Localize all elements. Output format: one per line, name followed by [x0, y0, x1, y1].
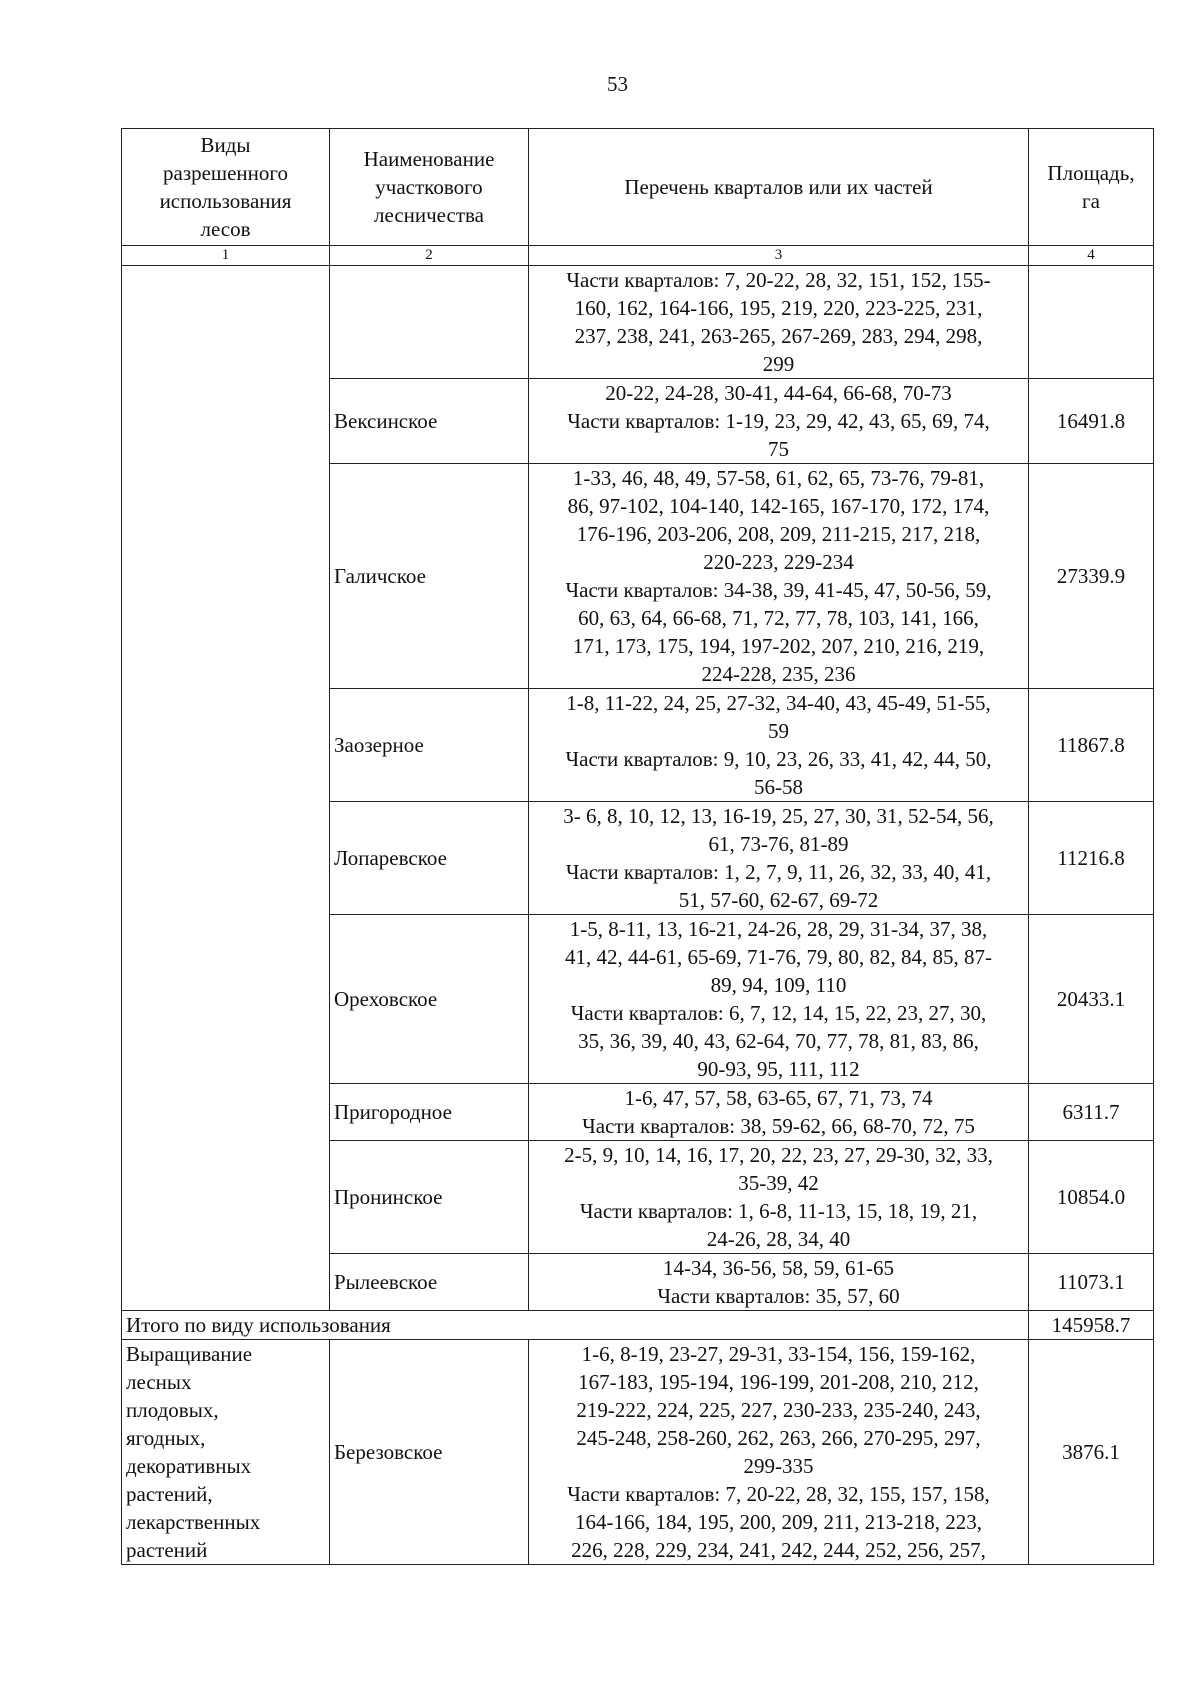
area-value: 11867.8	[1029, 689, 1154, 802]
area-value: 27339.9	[1029, 464, 1154, 689]
quarters-list: 1-6, 47, 57, 58, 63-65, 67, 71, 73, 74 Части кварталов: 38, 59-62, 66, 68-70, 72, 75	[529, 1084, 1029, 1141]
area-value: 16491.8	[1029, 379, 1154, 464]
forestry-name: Березовское	[330, 1340, 529, 1565]
table-row	[122, 1340, 1154, 1565]
table-row	[122, 266, 1154, 379]
forestry-name: Пронинское	[330, 1141, 529, 1254]
area-value	[1029, 266, 1154, 379]
forestry-name: Ореховское	[330, 915, 529, 1084]
table-header-row	[122, 129, 1154, 246]
column-number: 4	[1029, 246, 1154, 266]
total-label: Итого по виду использования	[122, 1311, 1029, 1340]
area-value: 10854.0	[1029, 1141, 1154, 1254]
quarters-list: 1-6, 8-19, 23-27, 29-31, 33-154, 156, 159-162, 167-183, 195-194, 196-199, 201-208, 210, 212, 219-222, 224, 225, 227, 230-233, 235-240, 243, 245-248, 258-260, 262, 263, 266, 270-295, 297, 299-335 Части кварталов: 7, 20-22, 28, 32, 155, 157, 158, 164-166, 184, 195, 200, 209, 211, 213-218, 223, 226, 228, 229, 234, 241, 242, 244, 252, 256, 257,	[529, 1340, 1029, 1565]
quarters-list: 20-22, 24-28, 30-41, 44-64, 66-68, 70-73 Части кварталов: 1-19, 23, 29, 42, 43, 65, 69, 74, 75	[529, 379, 1029, 464]
column-number-row	[122, 246, 1154, 266]
forestry-name: Галичское	[330, 464, 529, 689]
area-value: 3876.1	[1029, 1340, 1154, 1565]
quarters-list: 1-8, 11-22, 24, 25, 27-32, 34-40, 43, 45-49, 51-55, 59 Части кварталов: 9, 10, 23, 26, 33, 41, 42, 44, 50, 56-58	[529, 689, 1029, 802]
quarters-list: Части кварталов: 7, 20-22, 28, 32, 151, 152, 155- 160, 162, 164-166, 195, 219, 220, 223-225, 231, 237, 238, 241, 263-265, 267-269, 283, 294, 298, 299	[529, 266, 1029, 379]
use-kind-cell	[122, 266, 330, 1311]
forestry-name	[330, 266, 529, 379]
total-row	[122, 1311, 1154, 1340]
area-value: 6311.7	[1029, 1084, 1154, 1141]
area-value: 11073.1	[1029, 1254, 1154, 1311]
area-value: 11216.8	[1029, 802, 1154, 915]
header-col-forestry: Наименование участкового лесничества	[330, 129, 529, 246]
total-value: 145958.7	[1029, 1311, 1154, 1340]
quarters-list: 2-5, 9, 10, 14, 16, 17, 20, 22, 23, 27, 29-30, 32, 33, 35-39, 42 Части кварталов: 1, 6-8, 11-13, 15, 18, 19, 21, 24-26, 28, 34, 40	[529, 1141, 1029, 1254]
area-value: 20433.1	[1029, 915, 1154, 1084]
use-kind-cell: Выращивание лесных плодовых, ягодных, декоративных растений, лекарственных растений	[122, 1340, 330, 1565]
forest-use-table	[121, 128, 1154, 1565]
quarters-list: 14-34, 36-56, 58, 59, 61-65 Части кварталов: 35, 57, 60	[529, 1254, 1029, 1311]
header-col-area: Площадь, га	[1029, 129, 1154, 246]
column-number: 1	[122, 246, 330, 266]
column-number: 3	[529, 246, 1029, 266]
forestry-name: Лопаревское	[330, 802, 529, 915]
header-col-kind: Виды разрешенного использования лесов	[122, 129, 330, 246]
quarters-list: 1-33, 46, 48, 49, 57-58, 61, 62, 65, 73-76, 79-81, 86, 97-102, 104-140, 142-165, 167-170, 172, 174, 176-196, 203-206, 208, 209, 211-215, 217, 218, 220-223, 229-234 Части кварталов: 34-38, 39, 41-45, 47, 50-56, 59, 60, 63, 64, 66-68, 71, 72, 77, 78, 103, 141, 166, 171, 173, 175, 194, 197-202, 207, 210, 216, 219, 224-228, 235, 236	[529, 464, 1029, 689]
quarters-list: 3- 6, 8, 10, 12, 13, 16-19, 25, 27, 30, 31, 52-54, 56, 61, 73-76, 81-89 Части кварталов: 1, 2, 7, 9, 11, 26, 32, 33, 40, 41, 51, 57-60, 62-67, 69-72	[529, 802, 1029, 915]
forestry-name: Пригородное	[330, 1084, 529, 1141]
column-number: 2	[330, 246, 529, 266]
header-col-quarters: Перечень кварталов или их частей	[529, 129, 1029, 246]
forestry-name: Заозерное	[330, 689, 529, 802]
page-number: 53	[607, 72, 628, 96]
forestry-name: Рылеевское	[330, 1254, 529, 1311]
forestry-name: Вексинское	[330, 379, 529, 464]
quarters-list: 1-5, 8-11, 13, 16-21, 24-26, 28, 29, 31-34, 37, 38, 41, 42, 44-61, 65-69, 71-76, 79, 80, 82, 84, 85, 87- 89, 94, 109, 110 Части кварталов: 6, 7, 12, 14, 15, 22, 23, 27, 30, 35, 36, 39, 40, 43, 62-64, 70, 77, 78, 81, 83, 86, 90-93, 95, 111, 112	[529, 915, 1029, 1084]
